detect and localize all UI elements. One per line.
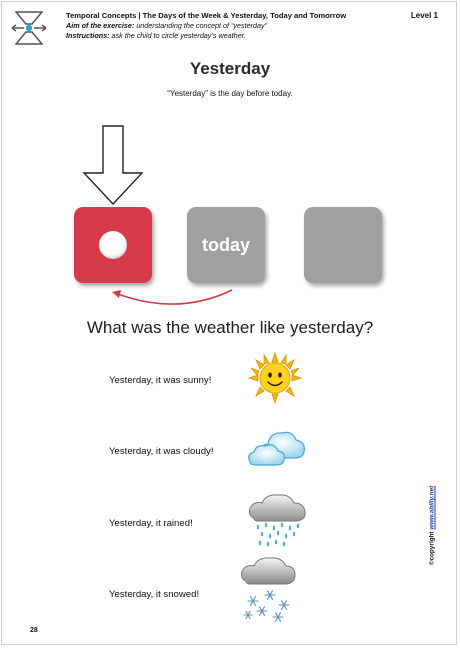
hourglass-logo-icon — [10, 9, 48, 47]
row-text-snowed: Yesterday, it snowed! — [109, 589, 200, 600]
level-badge: Level 1 — [410, 11, 438, 20]
page-number: 28 — [30, 627, 38, 634]
rain-cloud-icon[interactable] — [246, 492, 308, 548]
page-title: Yesterday — [189, 59, 271, 78]
instructions-text: ask the child to circle yesterday’s weather. — [111, 31, 246, 40]
aim-text: understanding the concept of “yesterday” — [136, 21, 267, 30]
question-heading: What was the weather like yesterday? — [86, 318, 374, 337]
sun-icon[interactable] — [248, 352, 302, 404]
copyright-link[interactable]: www.abilly.net — [428, 485, 436, 530]
aim-line — [66, 21, 396, 31]
row-text-rained: Yesterday, it rained! — [109, 518, 193, 529]
row-text-sunny: Yesterday, it was sunny! — [109, 375, 212, 386]
yesterday-tile — [74, 207, 152, 283]
row-text-cloudy: Yesterday, it was cloudy! — [109, 446, 214, 457]
down-arrow-icon — [82, 125, 144, 205]
header-title: Temporal Concepts | The Days of the Week & Yesterday, Today and Tomorrow — [66, 11, 347, 20]
copyright-prefix: ©copyright — [428, 531, 436, 566]
aim-label: Aim of the exercise: — [66, 21, 135, 30]
instructions-label: Instructions: — [66, 31, 110, 40]
back-arrow-icon — [108, 284, 238, 314]
instructions-line — [66, 31, 396, 41]
page-subtitle: “Yesterday” is the day before today. — [167, 89, 293, 98]
copyright-note — [420, 480, 434, 580]
cloud-icon[interactable] — [244, 424, 308, 472]
yesterday-dot — [99, 231, 127, 259]
snow-cloud-icon[interactable] — [240, 555, 298, 623]
tomorrow-tile — [304, 207, 382, 283]
header — [66, 11, 396, 41]
today-label: today — [201, 234, 250, 255]
today-tile — [187, 207, 265, 283]
